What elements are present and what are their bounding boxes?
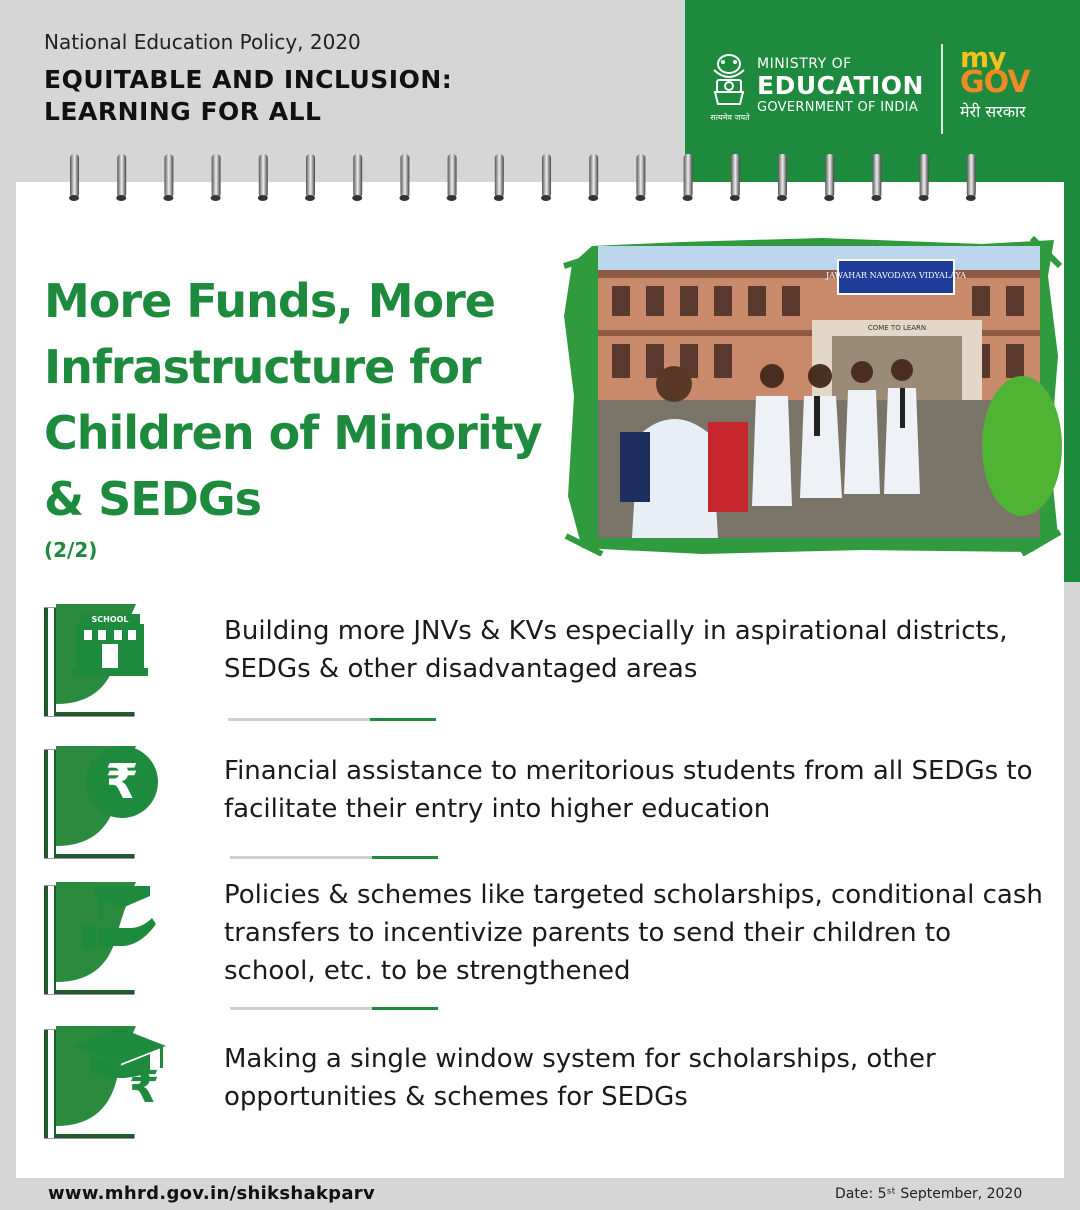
right-green-strip <box>1064 182 1080 582</box>
ministry-line2: EDUCATION <box>757 71 924 100</box>
binding-ring <box>871 154 881 201</box>
graduation-cap-rupee-icon <box>44 1022 174 1140</box>
item-text: Financial assistance to meritorious students from all SEDGs to facilitate their entry into higher education <box>224 756 1033 824</box>
binding-ring <box>541 154 551 201</box>
binding-ring <box>258 154 268 201</box>
binding-ring <box>588 154 598 201</box>
main-title-line2: Infrastructure for <box>44 340 481 394</box>
emblem-motto: सत्यमेव जयते <box>710 113 750 122</box>
item-divider-green <box>372 1007 438 1010</box>
item-text: Policies & schemes like targeted scholarships, conditional cash transfers to incentivize parents to send their children to school, etc. to be strengthened <box>224 880 1043 986</box>
item-divider-green <box>372 856 438 859</box>
spiral-binding <box>0 148 1080 208</box>
hand-scholarship-icon <box>44 878 174 996</box>
binding-ring <box>683 154 693 201</box>
main-title <box>44 268 554 532</box>
school-photo <box>562 236 1062 556</box>
mygov-my: my <box>960 41 1006 74</box>
ministry-line3: GOVERNMENT OF INDIA <box>757 100 919 115</box>
item-divider-grey <box>228 718 370 721</box>
header-title <box>44 64 644 128</box>
binding-ring <box>824 154 834 201</box>
main-title-line3: Children of Minority <box>44 406 542 460</box>
policy-kicker: National Education Policy, 2020 <box>44 30 361 54</box>
main-title-line1: More Funds, More <box>44 274 495 328</box>
binding-ring <box>635 154 645 201</box>
rupee-coin-icon <box>44 742 174 860</box>
binding-ring <box>447 154 457 201</box>
item-divider-grey <box>230 856 372 859</box>
binding-ring <box>69 154 79 201</box>
binding-ring <box>399 154 409 201</box>
ministry-line1: MINISTRY OF <box>757 56 852 72</box>
svg-text:SCHOOL: SCHOOL <box>91 615 129 624</box>
logo-divider <box>941 44 943 134</box>
footer-date: Date: 5ˢᵗ September, 2020 <box>835 1186 1023 1202</box>
ministry-logo-text <box>757 56 924 115</box>
school-building-icon <box>44 600 174 718</box>
page-count: (2/2) <box>44 538 98 562</box>
item-text: Building more JNVs & KVs especially in aspirational districts, SEDGs & other disadvantaged areas <box>224 616 1008 684</box>
svg-text:₹: ₹ <box>105 754 139 810</box>
footer-url[interactable]: www.mhrd.gov.in/shikshakparv <box>48 1183 376 1204</box>
main-title-line4: & SEDGs <box>44 472 262 526</box>
binding-ring <box>211 154 221 201</box>
item-text: Making a single window system for scholarships, other opportunities & schemes for SEDGs <box>224 1044 936 1112</box>
mygov-hindi: मेरी सरकार <box>960 102 1026 121</box>
binding-ring <box>116 154 126 201</box>
binding-ring <box>777 154 787 201</box>
item-divider-green <box>370 718 436 721</box>
binding-ring <box>163 154 173 201</box>
signboard-text: JAWAHAR NAVODAYA VIDYALAYA <box>826 271 966 280</box>
binding-ring <box>919 154 929 201</box>
header-title-line1: EQUITABLE AND INCLUSION: <box>44 65 453 94</box>
binding-ring <box>305 154 315 201</box>
item-divider-grey <box>230 1007 372 1010</box>
mygov-gov: GOV <box>960 65 1030 100</box>
binding-ring <box>494 154 504 201</box>
binding-ring <box>966 154 976 201</box>
binding-ring <box>352 154 362 201</box>
gate-text: COME TO LEARN <box>867 324 927 332</box>
header-title-line2: LEARNING FOR ALL <box>44 97 322 126</box>
binding-ring <box>730 154 740 201</box>
mygov-logo <box>960 41 1060 122</box>
svg-text:₹: ₹ <box>128 1062 160 1113</box>
